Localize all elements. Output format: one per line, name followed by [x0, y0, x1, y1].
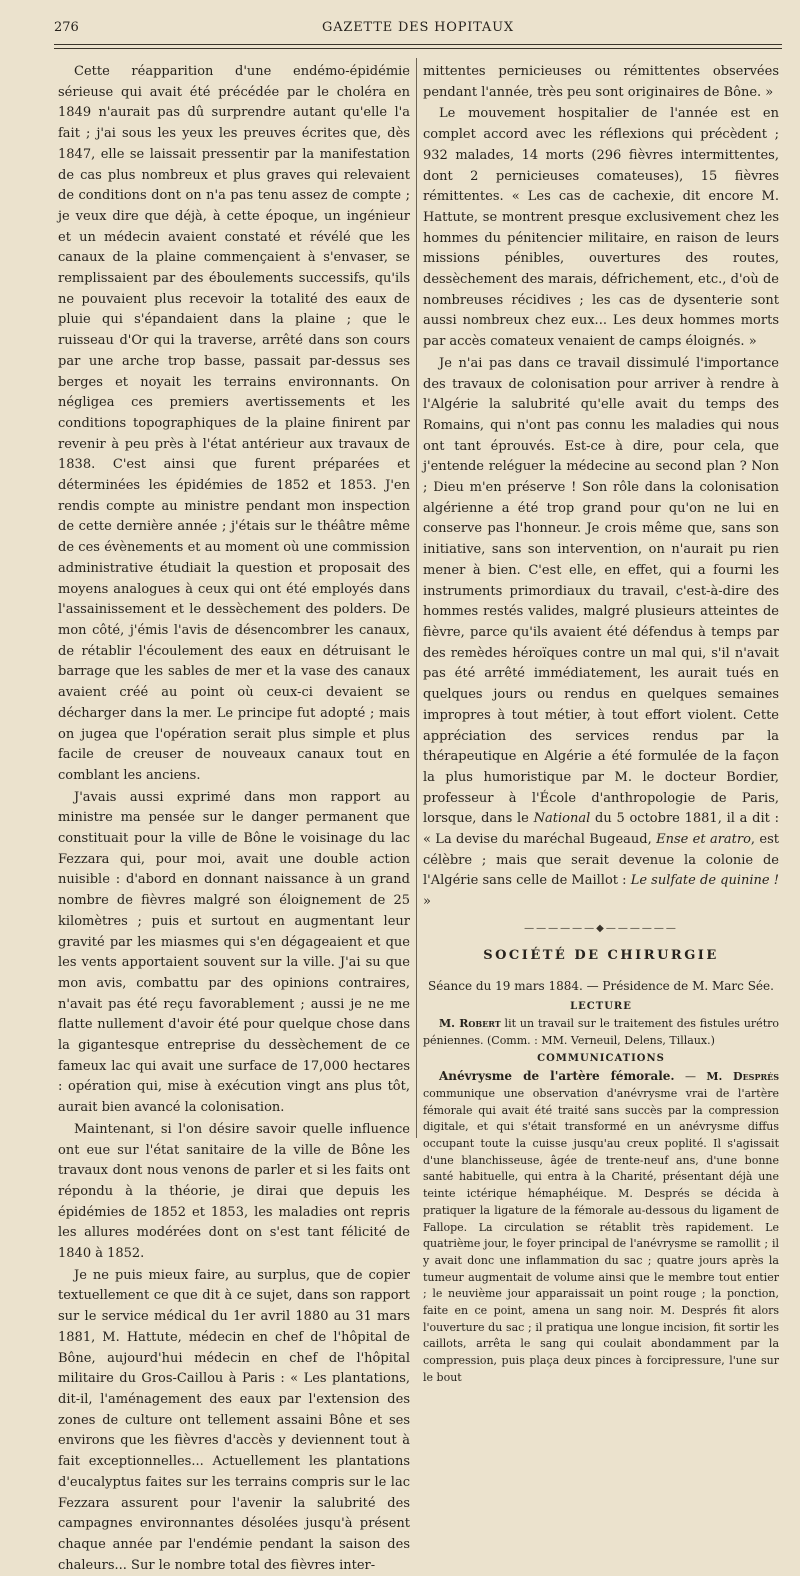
- left-column: [58, 62, 410, 1573]
- right-column: [423, 62, 779, 1384]
- motto: Ense et aratro: [656, 832, 751, 848]
- section-title: SOCIÉTÉ DE CHIRURGIE: [483, 947, 719, 963]
- right-paragraph-1: mittentes pernicieuses ou rémittentes observées pendant l'année, très peu sont originaires de Bône. »: [423, 64, 779, 100]
- left-paragraph-1: Cette réapparition d'une endémo-épidémie sérieuse qui avait été précédée par le choléra en 1849 n'aurait pas dû surprendre autant qu'elle l'a fait ; j'ai sous les yeux les preuves écrites que, dès 1847, elle se laissait pressentir par la manifestation de cas plus nombreux et plus graves qui relevaient de conditions dont on n'a pas tenu assez de compte ; je veux dire que déjà, à cette époque, un ingénieur et un médecin avaient constaté et révélé que les canaux de la plaine commençaient à s'envaser, se remplissaient par des éboulements successifs, qu'ils ne pouvaient plus recevoir la totalité des eaux de pluie qui s'épandaient dans la plaine ; que le ruisseau d'Or qui la traverse, arrêté dans son cours par une arche trop basse, passait par-dessus ses berges et noyait les terrains environnants. On négligea ces premiers avertissements et les conditions topographiques de la plaine finirent par revenir à peu près à l'état antérieur aux travaux de 1838. C'est ainsi que furent préparées et déterminées les épidémies de 1852 et 1853. J'en rendis compte au ministre pendant mon inspection de cette dernière année ; j'étais sur le théâtre même de ces évènements et au moment où une commission administrative étudiait la question et proposait des moyens analogues à ceux qui ont été employés dans l'assainissement et le dessèchement des polders. De mon côté, j'émis l'avis de désencombrer les canaux, de rétablir l'écoulement des eaux en détruisant le barrage que les sables de mer et la vase des canaux avaient créé au point où ceux-ci devaient se décharger dans la mer. Le principe fut adopté ; mais on jugea que l'opération serait plus simple et plus facile de creuser de nouveaux canaux tout en comblant les anciens.: [58, 64, 410, 783]
- lecture-heading: LECTURE: [570, 1000, 632, 1012]
- right-paragraph-3-part-d: »: [423, 894, 431, 910]
- aneurysm-text: communique une observation d'anévrysme vrai de l'artère fémorale qui avait été traité sans succès par la compression digitale, et qui s'était transformé en un anévrysme diffus occupant toute la cuisse jusqu'au creux poplité. Il s'agissait d'une blanchisseuse, âgée de trente-neuf ans, d'une bonne santé habituelle, qui entra à la Charité, présentant déjà une teinte ictérique hémaphéique. M. Després se décida à pratiquer la ligature de la fémorale au-dessous du ligament de Fallope. La circulation se rétablit très rapidement. Le quatrième jour, le foyer principal de l'anévrysme se ramollit ; il y avait donc une inflammation du sac ; quatre jours après la tumeur augmentait de volume ainsi que le membre tout entier ; le neuvième jour apparaissait un point rouge ; la ponction, faite en ce point, amena un sang noir. M. Després fit alors l'ouverture du sac ; il pratiqua une longue incision, fit sortir les caillots, arrêta le sang qui coulait abondamment par la compression, puis plaça deux pinces à forcipressure, l'une sur le bout: [423, 1086, 779, 1384]
- aneurysm-author: M. Després: [706, 1070, 779, 1084]
- left-paragraph-4: Je ne puis mieux faire, au surplus, que de copier textuellement ce que dit à ce sujet, dans son rapport sur le service médical du 1er avril 1880 au 31 mars 1881, M. Hattute, médecin en chef de l'hôpital de Bône, aujourd'hui médecin en chef de l'hôpital militaire du Gros-Caillou à Paris : « Les plantations, dit-il, l'aménagement des eaux par l'extension des zones de culture ont tellement assaini Bône et ses environs que les fièvres d'accès y deviennent tout à fait exceptionnelles... Actuellement les plantations d'eucalyptus faites sur les terrains compris sur le lac Fezzara assurent pour l'avenir la salubrité des campagnes environnantes désolées jusqu'à présent chaque année par l'endémie pendant la saison des chaleurs... Sur le nombre total des fièvres inter-: [58, 1267, 410, 1573]
- lecture-paragraph: [423, 1016, 779, 1049]
- aneurysm-dash: —: [674, 1070, 707, 1084]
- lecture-text: lit un travail sur le traitement des fistules urétro péniennes. (Comm. : MM. Verneuil, Delens, Tillaux.): [423, 1016, 779, 1047]
- page-header: [54, 16, 782, 40]
- running-head: GAZETTE DES HOPITAUX: [322, 20, 514, 35]
- header-rule-double: [54, 48, 782, 49]
- session-line: Séance du 19 mars 1884. — Présidence de M. Marc Sée.: [428, 978, 774, 993]
- left-paragraph-3: Maintenant, si l'on désire savoir quelle influence ont eue sur l'état sanitaire de la ville de Bône les travaux dont nous venons de parler et si les faits ont répondu à la théorie, je dirai que depuis les épidémies de 1852 et 1853, les maladies ont repris les allures modérées dont on s'est tant félicité de 1840 à 1852.: [58, 1121, 410, 1262]
- column-divider: [416, 58, 417, 1138]
- right-paragraph-3-part-a: Je n'ai pas dans ce travail dissimulé l'importance des travaux de colonisation pour arriver à rendre à l'Algérie la salubrité qu'elle avait du temps des Romains, qui n'ont pas connu les maladies qui nous ont tant éprouvés. Est-ce à dire, pour cela, que j'entende reléguer la médecine au second plan ? Non ; Dieu m'en préserve ! Son rôle dans la colonisation algérienne a été trop grand pour qu'on ne lui en conserve pas l'honneur. Je crois même que, sans son initiative, sans son intervention, on n'aurait pu rien mener à bien. C'est elle, en effet, qui a fourni les instruments primordiaux du travail, c'est-à-dire des hommes restés valides, malgré plusieurs atteintes de fièvre, parce qu'ils avaient été défendus à temps par des remèdes héroïques contre un mal qui, s'il n'avait pas été arrêté immédiatement, les aurait tués en quelques jours ou rendus en quelques semaines impropres à tout métier, à tout effort violent. Cette appréciation des services rendus par la thérapeutique en Algérie a été formulée de la façon la plus humoristique par M. le docteur Bordier, professeur à l'École d'anthropologie de Paris, lorsque, dans le: [423, 355, 779, 827]
- right-paragraph-2: Le mouvement hospitalier de l'année est en complet accord avec les réflexions qui précèdent ; 932 malades, 14 morts (296 fièvres intermittentes, dont 2 pernicieuses comateuses), 15 fièvres rémittentes. « Les cas de cachexie, dit encore M. Hattute, se montrent presque exclusivement chez les hommes du pénitencier militaire, en raison de leurs missions pénibles, ouvertures des routes, dessèchement des marais, défrichement, etc., d'où de nombreuses récidives ; les cas de dysenterie sont aussi nombreux chez eux... Les deux hommes morts par accès comateux venaient de camps éloignés. »: [423, 106, 779, 350]
- newspaper-name: National: [533, 811, 591, 827]
- lecture-author: M. Robert: [439, 1016, 501, 1030]
- quote: Le sulfate de quinine !: [630, 873, 779, 889]
- page-number: 276: [54, 20, 79, 35]
- right-paragraph-3-part-b: du 5 octobre 1881, il a dit : « La devise du maréchal Bugeaud,: [423, 811, 779, 848]
- section-ornament: ——————◆——————: [524, 922, 678, 934]
- right-body: [423, 62, 779, 913]
- right-paragraph-3: [423, 354, 779, 913]
- aneurysm-paragraph: [423, 1068, 779, 1386]
- header-rule: [54, 44, 782, 45]
- right-paragraph-3-part-c: , est célèbre ; mais que serait devenue la colonie de l'Algérie sans celle de Maillot :: [423, 832, 779, 889]
- aneurysm-title: Anévrysme de l'artère fémorale.: [439, 1069, 675, 1084]
- communications-heading: COMMUNICATIONS: [537, 1053, 665, 1065]
- left-paragraph-2: J'avais aussi exprimé dans mon rapport au ministre ma pensée sur le danger permanent que constituait pour la ville de Bône le voisinage du lac Fezzara qui, pour moi, avait une double action nuisible : d'abord en donnant naissance à un grand nombre de fièvres malgré son éloignement de 25 kilomètres ; puis et surtout en augmentant leur gravité par les miasmes qui s'en dégageaient et que les vents apportaient souvent sur la ville. J'ai su que mon avis, combattu par des opinions contraires, n'avait pas été reçu favorablement ; aussi je ne me flatte nullement d'avoir été pour quelque chose dans la gigantesque entreprise du dessèchement de ce fameux lac qui avait une surface de 17,000 hectares : opération qui, mise à exécution vingt ans plus tôt, aurait bien avancé la colonisation.: [58, 789, 410, 1116]
